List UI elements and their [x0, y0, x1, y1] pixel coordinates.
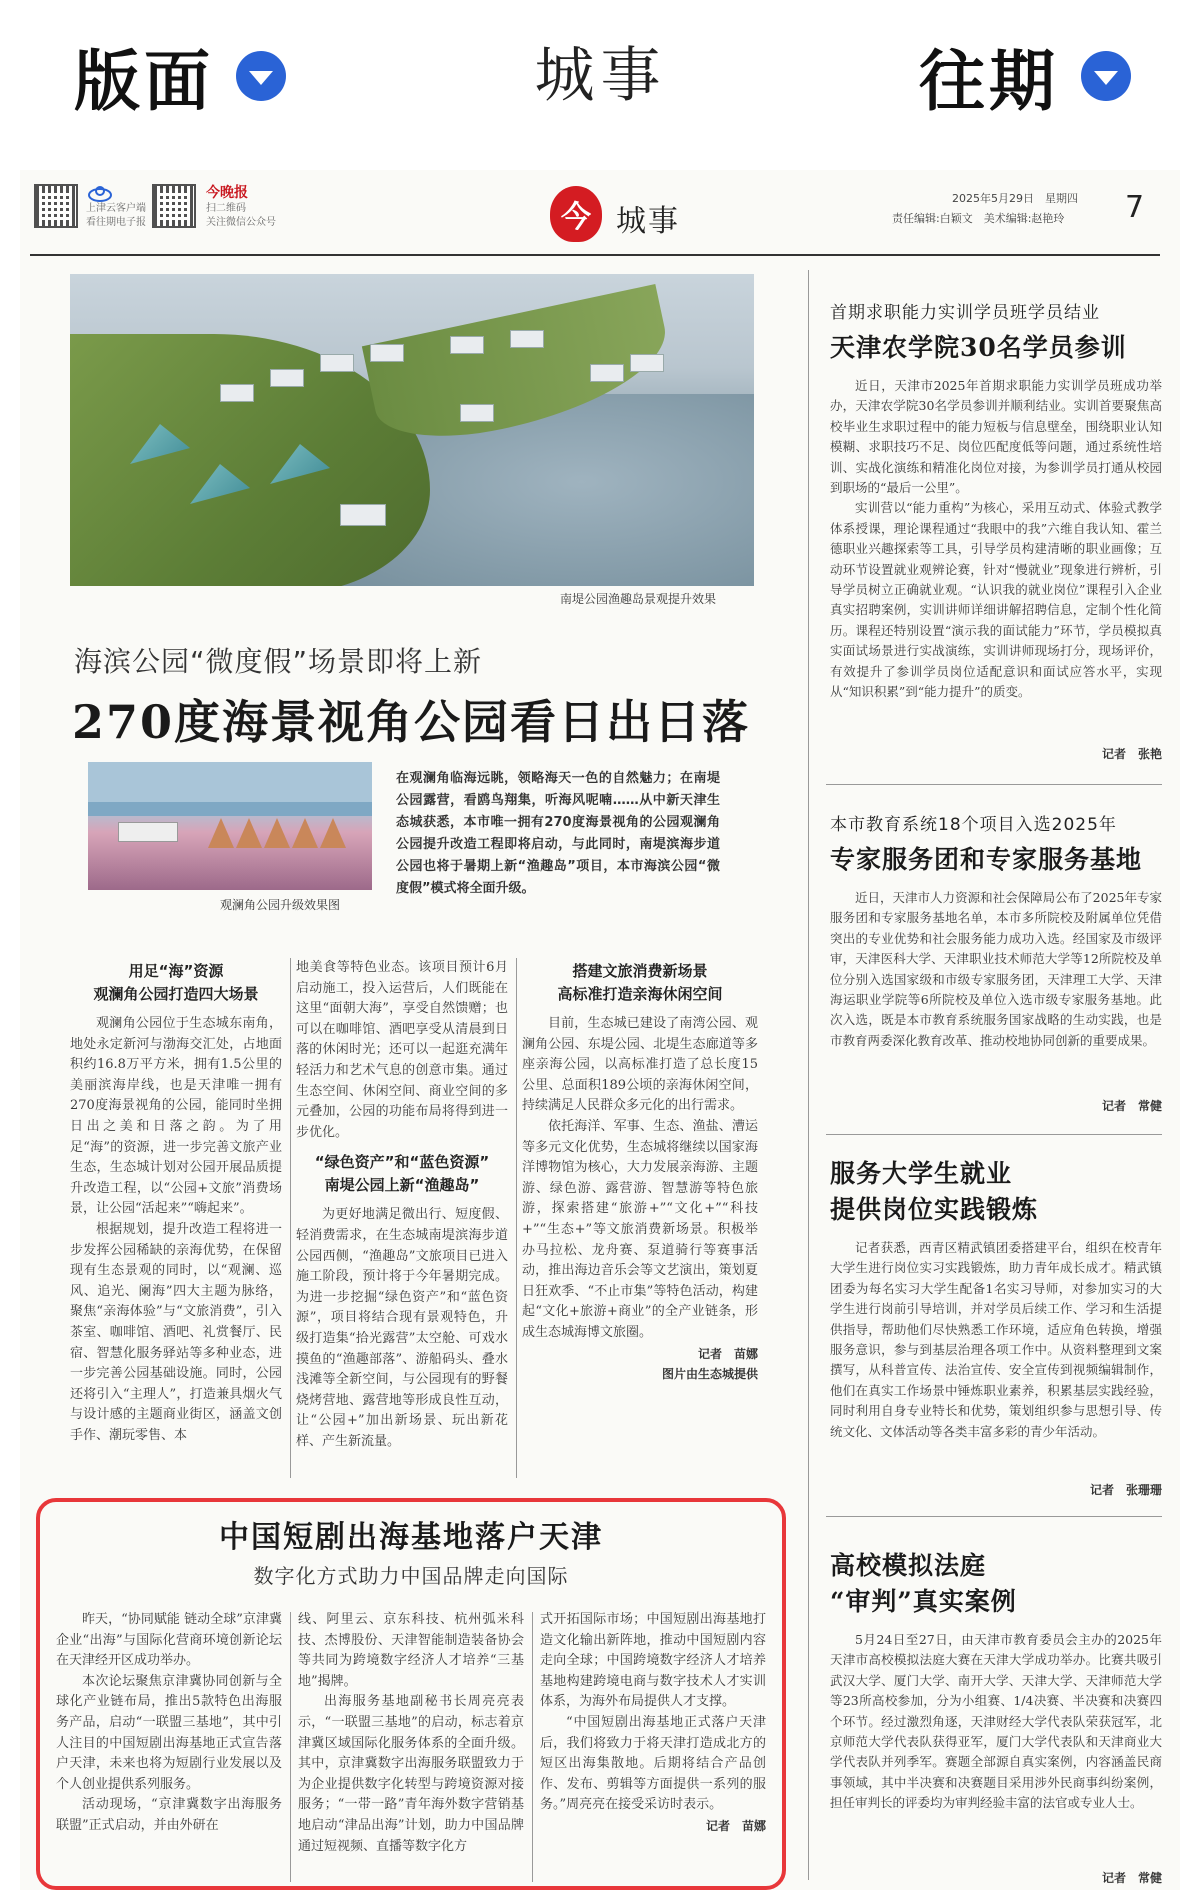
column-divider [532, 1612, 533, 1882]
past-issues-selector[interactable] [919, 28, 1131, 123]
article-column-3 [522, 958, 758, 1480]
article-column-1 [70, 958, 282, 1480]
past-issues-label[interactable]: 往期 [919, 43, 1059, 120]
column-subheading: “绿色资产”和“蓝色资源” 南堤公园上新“渔趣岛” [314, 1153, 490, 1195]
byline: 记者 常健 [1101, 1871, 1162, 1885]
paragraph: 地美食等特色业态。该项目预计6月启动施工，投入运营后，人们既能在这里“面朝大海”，享受自然馈赠；也可以在咖啡馆、酒吧享受从清晨到日落的休闲时光；还可以一起逛充满年轻活力和艺术气息的创意市集。通过生态空间、休闲空间、商业空间的多元叠加，公园的功能布局将得到进一步优化。 [296, 960, 508, 1140]
editor-credits: 责任编辑:白颖文 美术编辑:赵艳玲 [892, 212, 1065, 225]
paragraph: 近日，天津市人力资源和社会保障局公布了2025年专家服务团和专家服务基地名单，本市多所院校及附属单位凭借突出的专业优势和社会服务能力成功入选。经国家及市级评审，天津医科大学、天津职业技术师范大学等12所院校及单位分别入选国家级和市级专家服务团，天津理工大学、天津海运职业学院等6所院校及单位入选市级专家服务基地。此次入选，既是本市教育系统服务国家战略的生动实践，也是市教育两委深化教育改革、推动校地协同创新的重要成果。 [830, 890, 1162, 1048]
issue-date: 2025年5月29日 星期四 [952, 192, 1078, 205]
page-column-divider [808, 270, 809, 1880]
masthead-rule [30, 254, 1160, 256]
secondary-photo-caption: 观澜角公园升级效果图 [220, 898, 341, 912]
column-divider [516, 958, 517, 1478]
article-subheadline: 首期求职能力实训学员班学员结业 [830, 303, 1100, 323]
hero-photo[interactable] [70, 274, 754, 586]
paragraph: 为更好地满足微出行、短度假、轻消费需求，在生态城南堤滨海步道公园西侧，“渔趣岛”文旅项目已进入施工阶段，预计将于今年暑期完成。为进一步挖掘“绿色资产”和“蓝色资源”，项目将结合现有景观特色，升级打造集“拾光露营”太空舱、可戏水摸鱼的“渔趣部落”、游船码头、叠水浅滩等全新空间，与公园现有的野餐烧烤营地、露营地等形成良性互动，让“公园+”加出新场景、玩出新花样、产生新流量。 [296, 1207, 508, 1449]
highlight-headline[interactable]: 中国短剧出海基地落户天津 [219, 1520, 603, 1555]
paragraph: 近日，天津市2025年首期求职能力实训学员班成功举办，天津农学院30名学员参训并顺利结业。实训首要聚焦高校毕业生求职过程中的能力短板与信息壁垒，围绕职业认知模糊、求职技巧不足、岗位匹配度低等问题，通过系统性培训、实战化演练和精准化岗位对接，为参训学员打通从校园到职场的“最后一公里”。 [830, 378, 1162, 496]
article-agri-university[interactable] [830, 300, 1162, 780]
paragraph: 目前，生态城已建设了南湾公园、观澜角公园、东堤公园、北堤生态廊道等多座亲海公园，以高标准打造了总长度15公里、总面积189公顷的亲海休闲空间，持续满足人民群众多元化的出行需求。 [522, 1016, 758, 1114]
column-divider [290, 1612, 291, 1882]
brand-name: 今晚报 [206, 185, 248, 201]
paragraph: 观澜角公园位于生态城东南角，地处永定新河与渤海交汇处，占地面积约16.8万平方米，拥有1.5公里的美丽滨海岸线，也是天津唯一拥有270度海景视角的公园，能同时坐拥日出之美和日落之韵。为了用足“海”的资源，进一步完善文旅产业生态，生态城计划对公园开展品质提升改造工程，以“公园+文旅”消费场景，让公园“活起来”“嗨起来”。 [70, 1016, 282, 1217]
article-headline[interactable]: 天津农学院30名学员参训 [830, 333, 1127, 362]
paragraph: 式开拓国际市场；中国短剧出海基地打造文化输出新阵地，推动中国短剧内容走向全球；中国跨境数字经济人才培养基地构建跨境电商与数字技术人才实训体系，为海外布局提供人才支撑。 [540, 1612, 766, 1710]
paragraph: 线、阿里云、京东科技、杭州弧米科技、杰博股份、天津智能制造装备协会等共同为跨境数字经济人才培养“三基地”揭牌。 [298, 1612, 524, 1689]
top-app-bar [0, 0, 1201, 140]
paragraph: 依托海洋、军事、生态、渔盐、漕运等多元文化优势，生态城将继续以国家海洋博物馆为核心，大力发展亲海游、主题游、绿色游、露营游、智慧游等特色旅游，探索搭建“旅游+”“文化+”“科技+”“生态+”等文旅消费新场景。积极举办马拉松、龙舟赛、泵道骑行等赛事活动，推出海边音乐会等文艺演出，策划夏日狂欢季、“不止市集”等特色活动，构建起“文化+旅游+商业”的全产业链条，形成生态城海博文旅圈。 [522, 1118, 758, 1340]
qr2-text-2: 关注微信公众号 [206, 217, 276, 228]
layout-label[interactable]: 版面 [74, 43, 214, 120]
paragraph: 记者获悉，西青区精武镇团委搭建平台，组织在校青年大学生进行岗位实习实践锻炼，助力青年成长成才。精武镇团委为每名实习大学生配备1名实习导师，对参加实习的大学生进行岗前引导培训，并对学员后续工作、学习和生活提供指导，帮助他们尽快熟悉工作环境，适应角色转换，增强服务意识，参与到基层治理各项工作中。从资料整理到文案撰写，从科普宣传、法治宣传、安全宣传到视频编辑制作，他们在真实工作场景中锤炼职业素养，积累基层实践经验，同时利用自身专业特长和优势，策划组织参与思想引导、传统文化、文体活动等各类丰富多彩的青少年活动。 [830, 1240, 1162, 1439]
article-divider [826, 1516, 1162, 1517]
story-headline: 270度海景视角公园看日出日落 [72, 695, 751, 749]
highlight-column-1 [56, 1610, 282, 1886]
paragraph: “中国短剧出海基地正式落户天津后，我们将致力于将天津打造成北方的短区出海集散地。后期将结合产品创作、发布、剪辑等方面提供一系列的服务。”周亮亮在接受采访时表示。 [540, 1714, 766, 1813]
paragraph: 昨天，“协同赋能 链动全球”京津冀企业“出海”与国际化营商环境创新论坛在天津经开区成功举办。 [56, 1612, 282, 1669]
byline: 记者 常健 [1101, 1099, 1162, 1113]
paragraph: 出海服务基地副秘书长周亮亮表示，“一联盟三基地”的启动，标志着京津冀区域国际化服务体系的全面升级。其中，京津冀数字出海服务联盟致力于为企业提供数字化转型与跨境资源对接服务；“一带一路”青年海外数字营销基地启动“津品出海”计划，助力中国品牌通过短视频、直播等数字化方 [298, 1694, 524, 1854]
paragraph: 5月24日至27日，由天津市教育委员会主办的2025年天津市高校模拟法庭大赛在天津大学成功举办。比赛共吸引武汉大学、厦门大学、南开大学、天津大学、天津师范大学等23所高校参加，分为小组赛、1/4决赛、半决赛和决赛四个环节。经过激烈角逐，天津财经大学代表队荣获冠军，北京师范大学代表队获得亚军，厦门大学代表队和天津商业大学代表队并列季军。赛题全部源自真实案例，内容涵盖民商事领域，其中半决赛和决赛题目采用涉外民商事纠纷案例，担任审判长的评委均为审判经验丰富的法官或专业人士。 [830, 1632, 1162, 1811]
section-title: 城事 [616, 204, 680, 239]
qr2-text-1: 扫二维码 [206, 203, 246, 214]
article-column-2 [296, 958, 508, 1480]
story-lede: 在观澜角临海远眺，领略海天一色的自然魅力；在南堤公园露营，看鸥鸟翔集，听海风呢喃……从中新天津生态城获悉，本市唯一拥有270度海景视角的公园观澜角公园提升改造工程即将启动，与此同时，南堤滨海步道公园也将于暑期上新“渔趣岛”项目，本市海滨公园“微度假”模式将全面升级。 [396, 771, 720, 896]
byline: 记者 张艳 [1101, 747, 1162, 761]
qr1-text-2: 看往期电子报 [86, 217, 146, 228]
newspaper-logo: 今 [550, 186, 602, 242]
article-expert-service[interactable] [830, 812, 1162, 1118]
paragraph: 实训营以“能力重构”为核心，采用互动式、体验式教学体系授课，理论课程通过“我眼中的我”六维自我认知、霍兰德职业兴趣探索等工具，引导学员构建清晰的职业画像；互动环节设置就业观辨论赛，针对“慢就业”现象进行辨析，引导学员树立正确就业观。“认识我的就业岗位”课程引入企业真实招聘案例，实训讲师详细讲解招聘信息，定制个性化简历。课程还特别设置“演示我的面试能力”环节，学员模拟真实面试场景进行实战演练，实训讲师现场打分，现场评价，有效提升了参训学员岗位适配意识和面试应答水平，实现从“知识积累”到“能力提升”的质变。 [830, 500, 1162, 700]
highlight-column-2 [298, 1610, 524, 1886]
article-headline[interactable]: 服务大学生就业 提供岗位实践锻炼 [830, 1159, 1039, 1224]
chevron-down-icon[interactable] [1081, 51, 1131, 101]
highlighted-article[interactable] [36, 1498, 786, 1890]
article-subheadline: 本市教育系统18个项目入选2025年 [830, 815, 1117, 835]
byline: 记者 张珊珊 [1089, 1483, 1162, 1497]
byline: 记者 苗娜 [697, 1346, 758, 1361]
secondary-photo[interactable] [88, 762, 372, 890]
cloud-icon [86, 184, 146, 202]
photo-credit: 图片由生态城提供 [661, 1366, 758, 1381]
paragraph: 根据规划，提升改造工程将进一步发挥公园稀缺的亲海优势，在保留现有生态景观的同时，以“观澜、巡风、追光、阑海”四大主题为脉络，聚焦“亲海体验”与“文旅消费”，引入茶室、咖啡馆、酒吧、礼赏餐厅、民宿、智慧化服务驿站等多种业态，进一步完善公园基础设施。同时，公园还将引入“主理人”，打造兼具烟火气与设计感的主题商业街区，涵盖文创手作、潮玩零售、本 [70, 1221, 282, 1443]
hero-caption: 南堤公园渔趣岛景观提升效果 [560, 592, 717, 606]
paragraph: 本次论坛聚焦京津冀协同创新与全球化产业链布局，推出5款特色出海服务产品，启动“一联盟三基地”，其中引人注目的中国短剧出海基地正式宣告落户天津，未来也将为短剧行业发展以及个人创业提供系列服务。 [56, 1673, 282, 1792]
qr-code-icon [152, 184, 196, 228]
qr-code-icon [34, 184, 78, 228]
article-divider [826, 784, 1162, 785]
article-headline[interactable]: 高校模拟法庭 “审判”真实案例 [830, 1551, 1017, 1616]
page-number: 7 [1125, 190, 1145, 225]
page-title: 城事 [534, 41, 667, 111]
column-subheading: 用足“海”资源 观澜角公园打造四大场景 [93, 962, 259, 1003]
article-moot-court[interactable] [830, 1548, 1162, 1878]
qr1-text-1: 上津云客户端 [86, 203, 146, 214]
story-subheadline: 海滨公园“微度假”场景即将上新 [74, 645, 483, 678]
column-subheading: 搭建文旅消费新场景 高标准打造亲海休闲空间 [557, 962, 723, 1003]
masthead [20, 178, 1160, 254]
article-headline[interactable]: 专家服务团和专家服务基地 [830, 845, 1143, 874]
column-divider [290, 958, 291, 1478]
byline: 记者 苗娜 [705, 1818, 766, 1833]
article-divider [826, 1134, 1162, 1135]
paragraph: 活动现场，“京津冀数字出海服务联盟”正式启动，并由外研在 [56, 1797, 282, 1833]
highlight-column-3 [540, 1610, 766, 1886]
article-student-employment[interactable] [830, 1156, 1162, 1492]
highlight-subheadline: 数字化方式助力中国品牌走向国际 [253, 1564, 569, 1588]
